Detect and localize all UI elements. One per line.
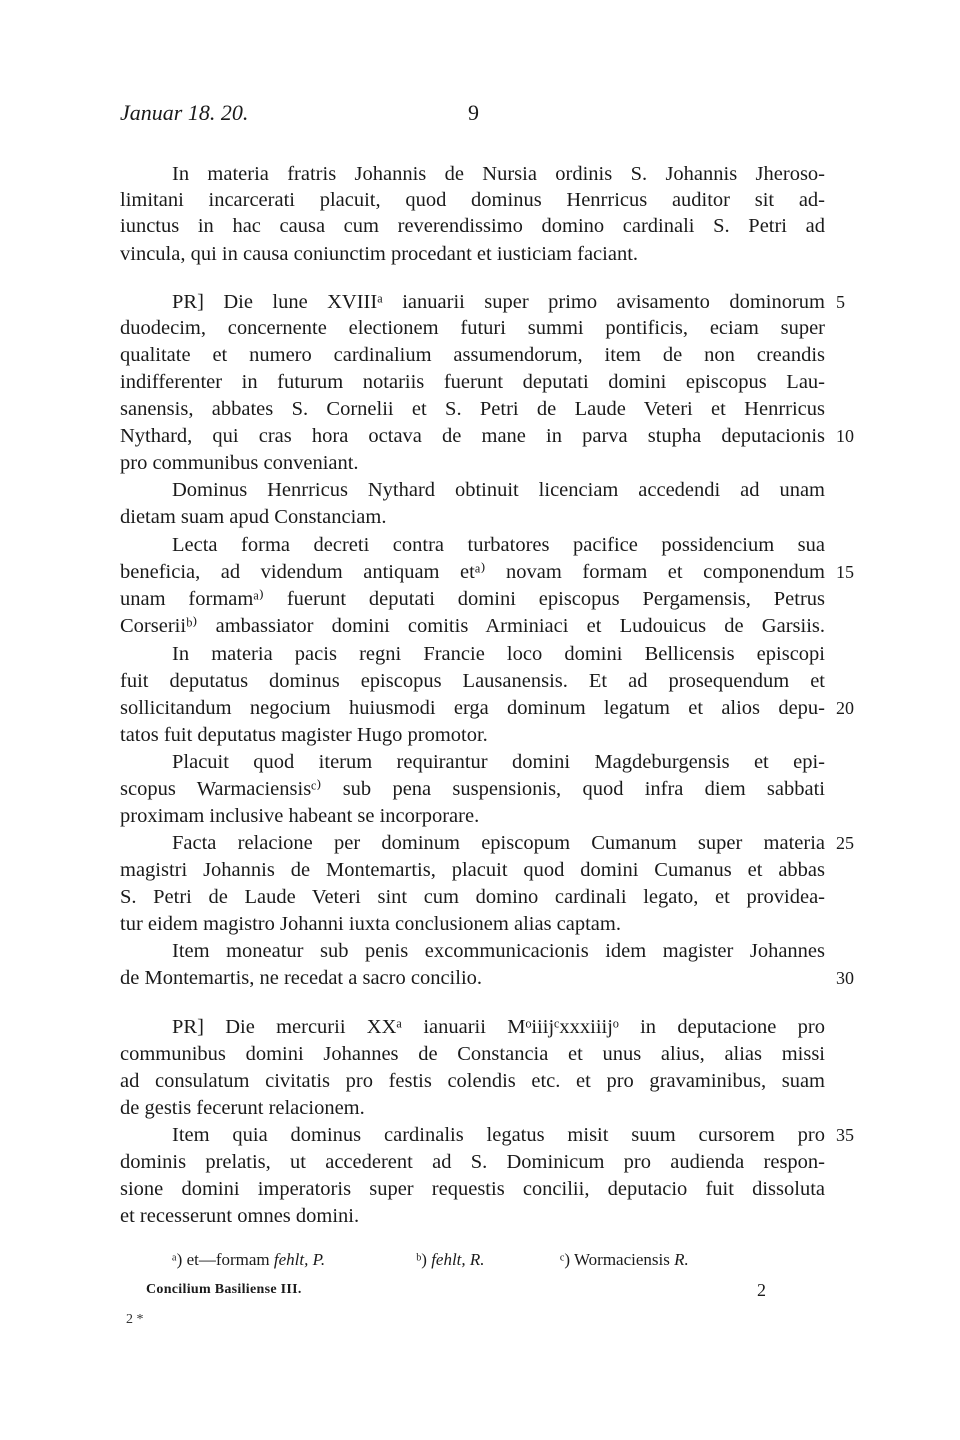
text-line: duodecim, concernente electionem futuri summi pontificis, eciam super <box>120 317 825 339</box>
text-line: fuit deputatus dominus episcopus Lausanensis. Et ad prosequendum et <box>120 670 825 692</box>
text-line: PR] Die mercurii XXᵃ ianuarii Mᵒiiijᶜxxxiiijᵒ in deputacione pro <box>172 1016 825 1038</box>
text-line: Nythard, qui cras hora octava de mane in parva stupha deputacionis <box>120 425 825 447</box>
text-line: scopus Warmaciensisᶜ⁾ sub pena suspensionis, quod infra diem sabbati <box>120 778 825 800</box>
text-line: In materia pacis regni Francie loco domini Bellicensis episcopi <box>172 643 825 665</box>
text-line: communibus domini Johannes de Constancia et unus alius, alias missi <box>120 1043 825 1065</box>
text-line: proximam inclusive habeant se incorporare. <box>120 805 480 827</box>
text-line: tatos fuit deputatus magister Hugo promotor. <box>120 724 488 746</box>
margin-line-number: 30 <box>836 968 854 988</box>
margin-line-number: 25 <box>836 833 854 853</box>
text-line: sollicitandum negocium huiusmodi erga dominum legatum et alios depu- <box>120 697 825 719</box>
text-line: Item moneatur sub penis excommunicacionis idem magister Johannes <box>172 940 825 962</box>
text-line: limitani incarcerati placuit, quod dominus Henrricus auditor sit ad- <box>120 189 825 211</box>
text-line: sione domini imperatoris super requestis concilii, deputacio fuit dissoluta <box>120 1178 825 1200</box>
text-line: In materia fratris Johannis de Nursia ordinis S. Johannis Jheroso- <box>172 163 825 185</box>
text-line: vincula, qui in causa coniunctim procedant et iusticiam faciant. <box>120 243 639 265</box>
text-line: ad consulatum civitatis pro festis colendis etc. et pro gravaminibus, suam <box>120 1070 825 1092</box>
text-line: beneficia, ad videndum antiquam etᵃ⁾ novam formam et componendum <box>120 561 825 583</box>
text-line: de Montemartis, ne recedat a sacro concilio. <box>120 967 483 989</box>
text-line: Facta relacione per dominum episcopum Cumanum super materia <box>172 832 825 854</box>
text-line: magistri Johannis de Montemartis, placuit quod domini Cumanus et abbas <box>120 859 825 881</box>
text-line: pro communibus conveniant. <box>120 452 359 474</box>
signature-number: 2 <box>757 1280 766 1300</box>
text-line: dominis prelatis, ut accederent ad S. Dominicum pro audienda respon- <box>120 1151 825 1173</box>
signature-mark: 2 * <box>126 1312 144 1327</box>
footnote-a <box>172 1248 325 1272</box>
margin-line-number: 20 <box>836 698 854 718</box>
text-line: iunctus in hac causa cum reverendissimo domino cardinali S. Petri ad <box>120 215 825 237</box>
text-line: indifferenter in futurum notariis fuerunt deputati domini episcopus Lau- <box>120 371 825 393</box>
text-line: et recesserunt omnes domini. <box>120 1205 360 1227</box>
margin-line-number: 5 <box>836 292 845 312</box>
margin-line-number: 10 <box>836 426 854 446</box>
footnote-b <box>416 1248 485 1272</box>
text-line: de gestis fecerunt relacionem. <box>120 1097 365 1119</box>
text-line: sanensis, abbates S. Cornelii et S. Petri de Laude Veteri et Henrricus <box>120 398 825 420</box>
footnote-mark: ᶜ) <box>560 1250 571 1269</box>
text-line: unam formamᵃ⁾ fuerunt deputati domini episcopus Pergamensis, Petrus <box>120 588 825 610</box>
text-line: PR] Die lune XVIIIᵃ ianuarii super primo avisamento dominorum <box>172 291 825 313</box>
text-line: tur eidem magistro Johanni iuxta conclusionem alias captam. <box>120 913 621 935</box>
footnote-mark: ᵇ) <box>416 1250 427 1269</box>
footnote-note: R. <box>674 1250 689 1269</box>
footnote-mark: ᵃ) <box>172 1250 183 1269</box>
text-line: Placuit quod iterum requirantur domini Magdeburgensis et epi- <box>172 751 825 773</box>
footnote-text: Wormaciensis <box>573 1250 670 1269</box>
text-line: dietam suam apud Constanciam. <box>120 506 387 528</box>
footnote-text: et—formam <box>186 1250 270 1269</box>
text-line: qualitate et numero cardinalium assumendorum, item de non creandis <box>120 344 825 366</box>
text-line: Corseriiᵇ⁾ ambassiator domini comitis Arminiaci et Ludouicus de Garsiis. <box>120 615 825 637</box>
text-line: Dominus Henrricus Nythard obtinuit licenciam accedendi ad unam <box>172 479 825 501</box>
text-line: S. Petri de Laude Veteri sint cum domino cardinali legato, et providea- <box>120 886 825 908</box>
running-head-title: Januar 18. 20. <box>120 100 249 125</box>
footnote-c <box>560 1248 689 1272</box>
text-line: Item quia dominus cardinalis legatus misit suum cursorem pro <box>172 1124 825 1146</box>
footnote-note: fehlt, R. <box>431 1250 485 1269</box>
text-line: Lecta forma decreti contra turbatores pacifice possidencium sua <box>172 534 825 556</box>
margin-line-number: 35 <box>836 1125 854 1145</box>
running-header <box>120 100 825 130</box>
collection-title: Concilium Basiliense III. <box>146 1282 302 1297</box>
page-number: 9 <box>468 100 479 125</box>
footnote-note: fehlt, P. <box>273 1250 326 1269</box>
margin-line-number: 15 <box>836 562 854 582</box>
